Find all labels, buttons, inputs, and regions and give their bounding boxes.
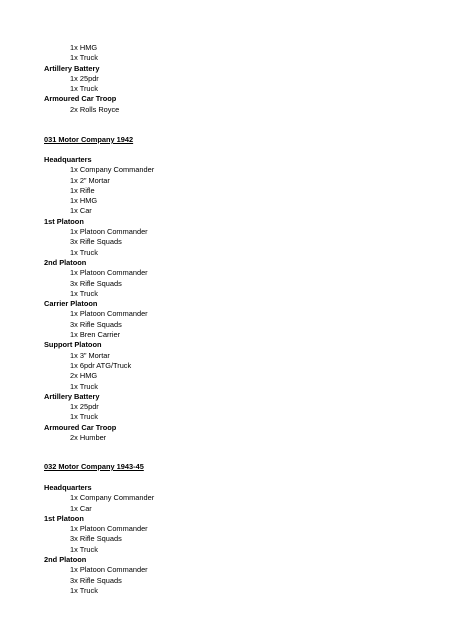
- unit-heading: Carrier Platoon: [44, 299, 98, 309]
- unit-item: 3x Rifle Squads: [70, 278, 122, 288]
- unit-heading: 1st Platoon: [44, 513, 84, 523]
- unit-item: 1x 25pdr: [70, 402, 99, 412]
- unit-heading: Artillery Battery: [44, 391, 100, 401]
- unit-item: 1x Truck: [70, 288, 98, 298]
- unit-heading: Armoured Car Troop: [44, 422, 117, 432]
- unit-heading: Support Platoon: [44, 340, 102, 350]
- unit-heading: Headquarters: [44, 483, 92, 492]
- unit-heading: 2nd Platoon: [44, 257, 87, 267]
- unit-item: 1x Company Commander: [70, 493, 155, 503]
- unit-item: 3x Rifle Squads: [70, 575, 122, 585]
- section-title: 031 Motor Company 1942: [44, 135, 134, 144]
- section-1943-list: [0, 483, 452, 596]
- unit-item: 1x 2” Mortar: [70, 175, 110, 185]
- unit-item: 1x Platoon Commander: [70, 268, 148, 278]
- section-motor-company-1942: [0, 135, 452, 145]
- unit-item: 1x Truck: [70, 53, 98, 63]
- unit-item: 1x Truck: [70, 84, 98, 94]
- unit-item: 2x Rolls Royce: [70, 104, 120, 114]
- unit-item: 2x HMG: [70, 371, 98, 381]
- unit-heading: Headquarters: [44, 155, 92, 164]
- unit-item: 1x HMG: [70, 196, 98, 206]
- unit-item: 1x 6pdr ATG/Truck: [70, 360, 132, 370]
- unit-item: 1x Bren Carrier: [70, 330, 121, 340]
- unit-item: 1x Car: [70, 206, 92, 216]
- unit-heading: 1st Platoon: [44, 216, 84, 226]
- unit-item: 3x Rifle Squads: [70, 319, 122, 329]
- unit-item: 1x Truck: [70, 412, 98, 422]
- unit-item: 1x HMG: [70, 43, 98, 52]
- unit-heading: Artillery Battery: [44, 63, 100, 73]
- unit-item: 1x Truck: [70, 381, 98, 391]
- unit-item: 1x Platoon Commander: [70, 565, 148, 575]
- unit-item: 1x Platoon Commander: [70, 524, 148, 534]
- unit-heading: 2nd Platoon: [44, 555, 87, 565]
- unit-item: 2x Humber: [70, 433, 107, 443]
- unit-item: 1x Truck: [70, 247, 98, 257]
- unit-item: 3x Rifle Squads: [70, 534, 122, 544]
- section-motor-company-1943-45: [0, 462, 452, 472]
- unit-item: 1x Platoon Commander: [70, 309, 148, 319]
- unit-item: 1x Company Commander: [70, 165, 155, 175]
- unit-item: 1x Car: [70, 503, 92, 513]
- unit-item: 1x Platoon Commander: [70, 227, 148, 237]
- unit-item: 3x Rifle Squads: [70, 237, 122, 247]
- section-1942-list: [0, 155, 452, 443]
- unit-item: 1x 3” Mortar: [70, 350, 110, 360]
- unit-heading: Armoured Car Troop: [44, 94, 117, 104]
- unit-item: 1x Rifle: [70, 185, 95, 195]
- unit-item: 1x Truck: [70, 544, 98, 554]
- unit-item: 1x Truck: [70, 585, 98, 595]
- section-title: 032 Motor Company 1943-45: [44, 462, 144, 471]
- continuation-list: [0, 43, 452, 115]
- unit-item: 1x 25pdr: [70, 73, 99, 83]
